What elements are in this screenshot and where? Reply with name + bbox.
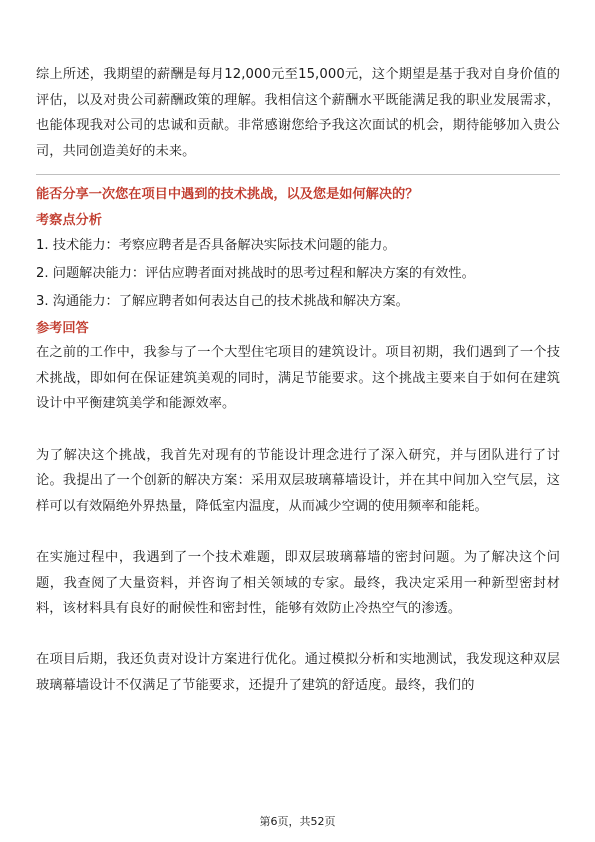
question-heading: 能否分享一次您在项目中遇到的技术挑战，以及您是如何解决的？ bbox=[36, 187, 419, 203]
page-footer bbox=[0, 815, 595, 829]
analysis-point: 2. 问题解决能力：评估应聘者面对挑战时的思考过程和解决方案的有效性。 bbox=[36, 265, 475, 281]
answer-paragraph: 在项目后期，我还负责对设计方案进行优化。通过模拟分析和实地测试，我发现这种双层玻璃幕墙设计不仅满足了节能要求，还提升了建筑的舒适度。最终，我们的 bbox=[36, 652, 560, 693]
paragraph-spacer bbox=[36, 622, 560, 648]
analysis-point: 1. 技术能力：考察应聘者是否具备解决实际技术问题的能力。 bbox=[36, 238, 396, 254]
document-page bbox=[36, 62, 560, 698]
answer-paragraph: 在实施过程中，我遇到了一个技术难题，即双层玻璃幕墙的密封问题。为了解决这个问题，我查阅了大量资料，并咨询了相关领域的专家。最终，我决定采用一种新型密封材料，该材料具有良好的耐候性和密封性，能够有效防止冷热空气的渗透。 bbox=[36, 549, 560, 617]
answer-paragraph: 为了解决这个挑战，我首先对现有的节能设计理念进行了深入研究，并与团队进行了讨论。我提出了一个创新的解决方案：采用双层玻璃幕墙设计，并在其中间加入空气层，这样可以有效隔绝外界热量，降低室内温度，从而减少空调的使用频率和能耗。 bbox=[36, 447, 560, 514]
analysis-point: 3. 沟通能力：了解应聘者如何表达自己的技术挑战和解决方案。 bbox=[36, 293, 409, 309]
paragraph-spacer bbox=[36, 417, 560, 443]
page-number: 第6页，共52页 bbox=[259, 815, 336, 828]
answer-title: 参考回答 bbox=[36, 321, 89, 337]
intro-paragraph: 综上所述，我期望的薪酬是每月12,000元至15,000元，这个期望是基于我对自身价值的评估，以及对贵公司薪酬政策的理解。我相信这个薪酬水平既能满足我的职业发展需求，也能体现我对公司的忠诚和贡献。非常感谢您给予我这次面试的机会，期待能够加入贵公司，共同创造美好的未来。 bbox=[36, 67, 560, 159]
answer-paragraph: 在之前的工作中，我参与了一个大型住宅项目的建筑设计。项目初期，我们遇到了一个技术挑战，即如何在保证建筑美观的同时，满足节能要求。这个挑战主要来自于如何在建筑设计中平衡建筑美学和能源效率。 bbox=[36, 345, 560, 412]
analysis-title: 考察点分析 bbox=[36, 213, 102, 229]
section-divider bbox=[36, 174, 560, 175]
paragraph-spacer bbox=[36, 519, 560, 545]
